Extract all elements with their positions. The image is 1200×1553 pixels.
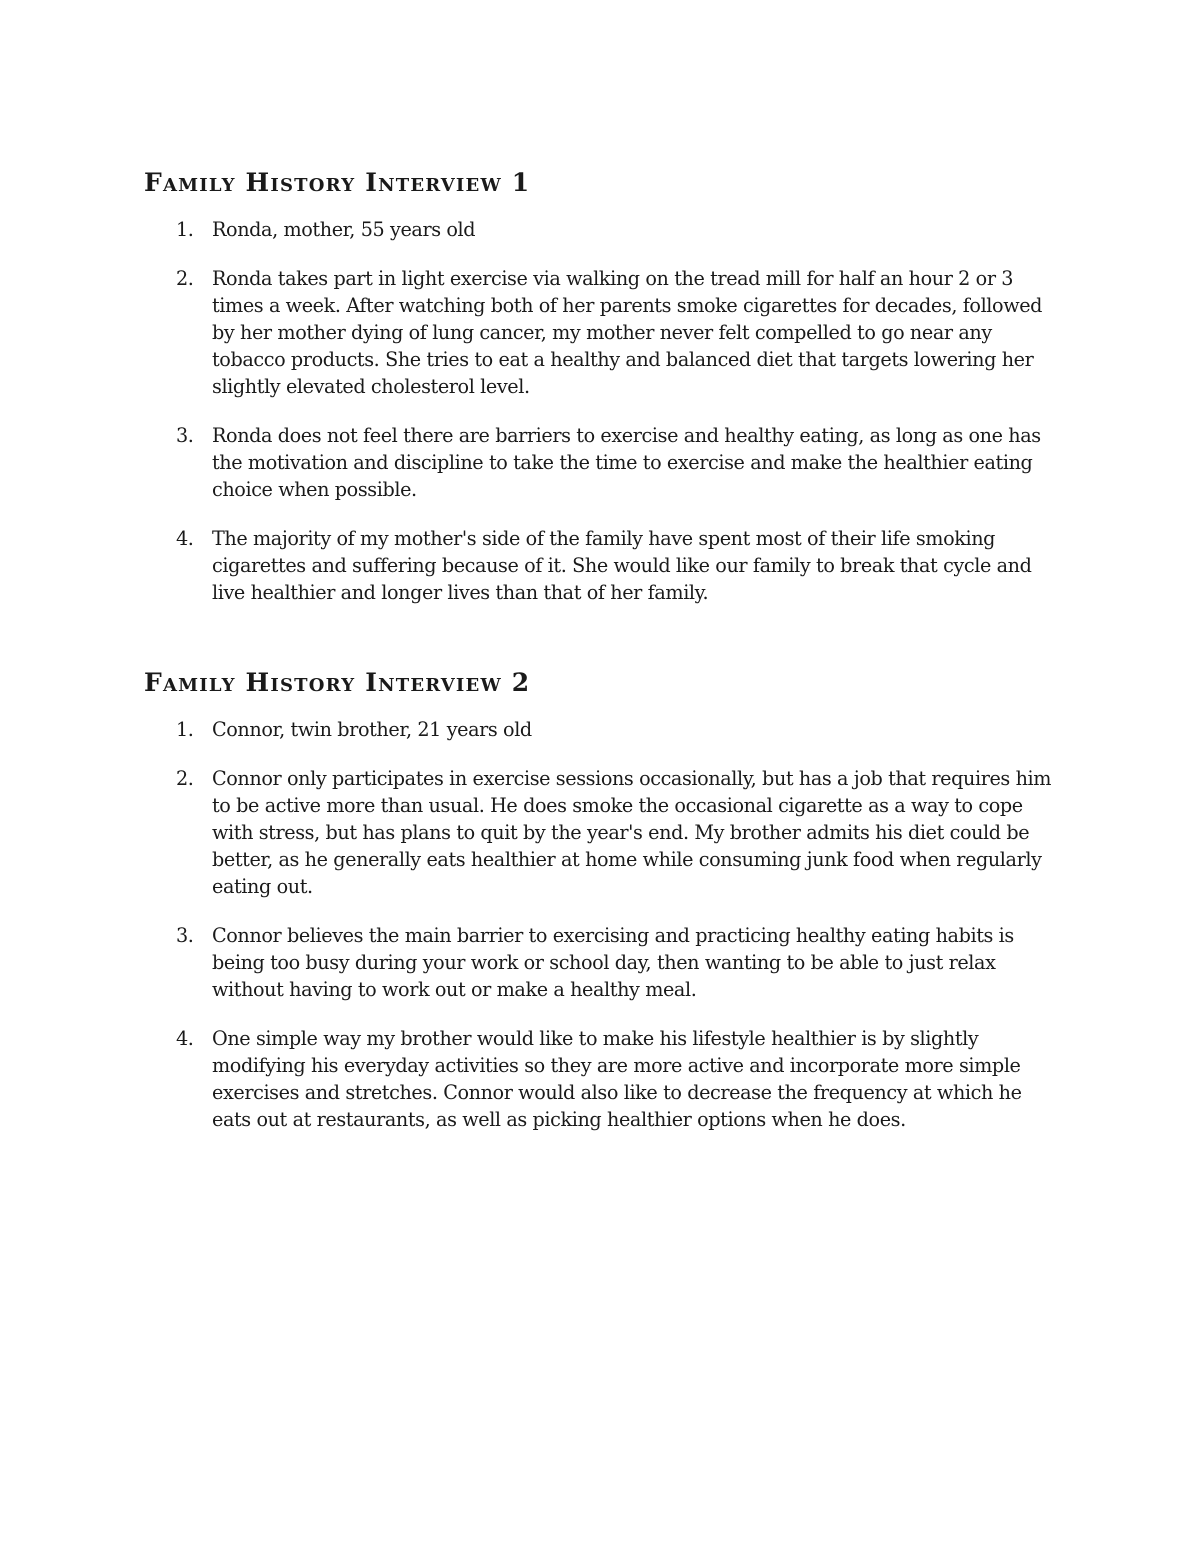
item-number: 4. (176, 1027, 194, 1050)
item-text: Connor believes the main barrier to exercising and practicing healthy eating habits is being too busy during your work or school day, then wanting to be able to just relax without having to work out or make a healthy meal. (212, 924, 1014, 1001)
list-item (144, 765, 1056, 900)
list-item (144, 422, 1056, 503)
interview-list-2 (144, 716, 1056, 1133)
item-text: Connor only participates in exercise sessions occasionally, but has a job that requires him to be active more than usual. He does smoke the occasional cigarette as a way to cope with stress, but has plans to quit by the year's end. My brother admits his diet could be better, as he generally eats healthier at home while consuming junk food when regularly eating out. (212, 767, 1052, 898)
list-item (144, 716, 1056, 743)
item-number: 3. (176, 424, 194, 447)
section-heading-2: Family History Interview 2 (144, 668, 531, 697)
list-item (144, 1025, 1056, 1133)
list-item (144, 922, 1056, 1003)
item-text: One simple way my brother would like to make his lifestyle healthier is by slightly modifying his everyday activities so they are more active and incorporate more simple exercises and stretches. Connor would also like to decrease the frequency at which he eats out at restaurants, as well as picking healthier options when he does. (212, 1027, 1022, 1131)
list-item (144, 216, 1056, 243)
item-number: 1. (176, 718, 194, 741)
list-item (144, 525, 1056, 606)
list-item (144, 265, 1056, 400)
interview-section-2 (144, 668, 1056, 1155)
item-text: Ronda takes part in light exercise via walking on the tread mill for half an hour 2 or 3 times a week. After watching both of her parents smoke cigarettes for decades, followed by her mother dying of lung cancer, my mother never felt compelled to go near any tobacco products. She tries to eat a healthy and balanced diet that targets lowering her slightly elevated cholesterol level. (212, 267, 1043, 398)
item-number: 2. (176, 767, 194, 790)
interview-list-1 (144, 216, 1056, 606)
item-text: The majority of my mother's side of the family have spent most of their life smoking cigarettes and suffering because of it. She would like our family to break that cycle and live healthier and longer lives than that of her family. (212, 527, 1032, 604)
item-text: Connor, twin brother, 21 years old (212, 718, 532, 741)
item-text: Ronda does not feel there are barriers to exercise and healthy eating, as long as one has the motivation and discipline to take the time to exercise and make the healthier eating choice when possible. (212, 424, 1041, 501)
interview-section-1 (144, 168, 1056, 628)
item-number: 1. (176, 218, 194, 241)
section-heading-1: Family History Interview 1 (144, 168, 531, 197)
item-text: Ronda, mother, 55 years old (212, 218, 476, 241)
item-number: 2. (176, 267, 194, 290)
item-number: 3. (176, 924, 194, 947)
item-number: 4. (176, 527, 194, 550)
